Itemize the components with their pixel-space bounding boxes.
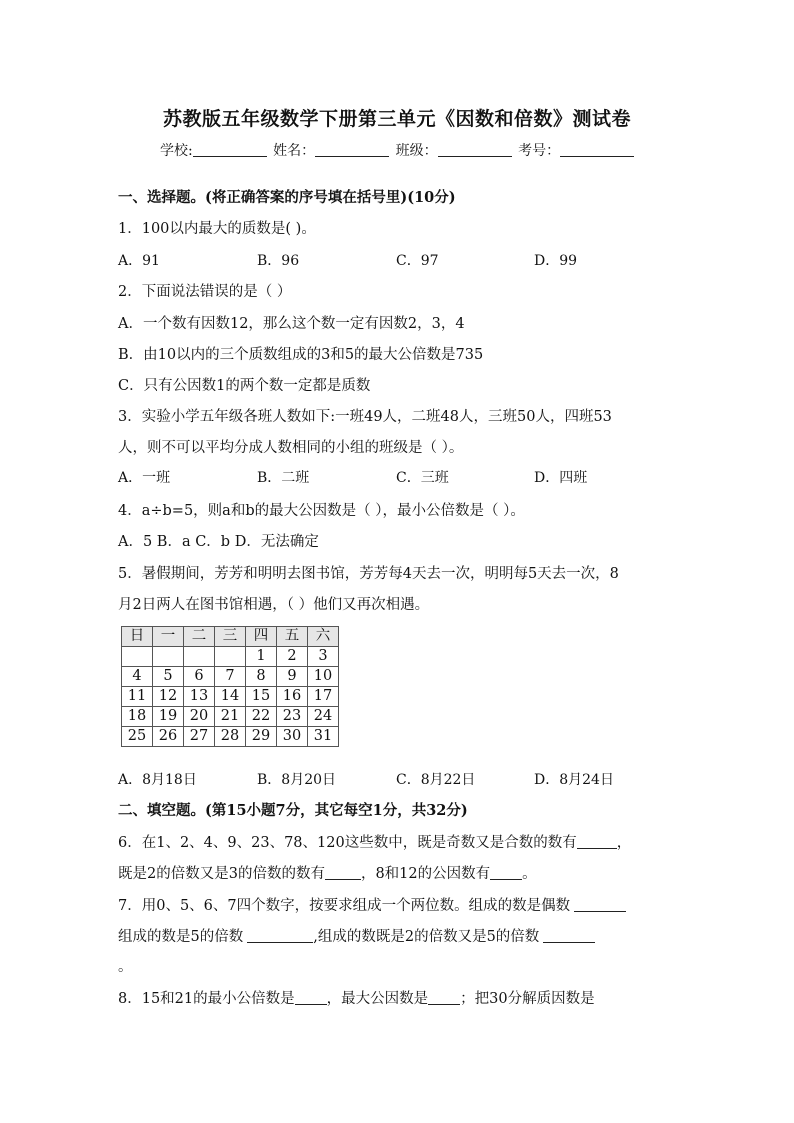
calendar-weekday: 四 [246,627,277,647]
q7-line1 [118,894,626,915]
calendar-day: 2 [277,647,308,667]
calendar-day: 15 [246,687,277,707]
q6-text-3: ，8和12的公因数有 [360,866,491,882]
calendar-day: 3 [308,647,339,667]
q7-blank-2[interactable] [247,928,313,943]
calendar-table [121,626,339,747]
calendar-day: 19 [153,707,184,727]
q1-option-c[interactable]: C．97 [396,253,439,269]
q5-stem-line1: 5．暑假期间，芳芳和明明去图书馆，芳芳每4天去一次，明明每5天去一次，8 [118,566,619,582]
q5-option-d[interactable]: D．8月24日 [534,772,614,788]
calendar-day: 25 [122,727,153,747]
calendar-day: 26 [153,727,184,747]
q8-blank-2[interactable] [428,990,460,1005]
calendar-weekday: 三 [215,627,246,647]
q3-option-c[interactable]: C．三班 [396,470,449,486]
calendar-header-row [122,627,339,647]
calendar-weekday: 一 [153,627,184,647]
name-blank[interactable] [315,142,389,157]
q3-stem-line2: 人，则不可以平均分成人数相同的小组的班级是（ ）。 [118,440,464,456]
q3-option-d[interactable]: D．四班 [534,470,588,486]
q2-stem: 2．下面说法错误的是（ ） [118,284,292,300]
calendar-week-row [122,727,339,747]
calendar-day: 10 [308,667,339,687]
q6-blank-1[interactable] [577,834,617,849]
q8-line1 [118,987,595,1008]
q8-text-1: 8．15和21的最小公倍数是 [118,991,295,1007]
q7-blank-3[interactable] [543,928,595,943]
calendar-day: 9 [277,667,308,687]
calendar-day: 6 [184,667,215,687]
calendar-day: 20 [184,707,215,727]
calendar-week-row [122,687,339,707]
q4-options[interactable]: A．5 B．a C．b D．无法确定 [118,534,319,550]
q2-option-a[interactable]: A．一个数有因数12，那么这个数一定有因数2，3，4 [118,316,465,332]
page-title: 苏教版五年级数学下册第三单元《因数和倍数》测试卷 [162,108,631,130]
q5-option-c[interactable]: C．8月22日 [396,772,476,788]
calendar-day: 4 [122,667,153,687]
q8-text-3: ；把30分解质因数是 [460,991,595,1007]
exam-no-blank[interactable] [560,142,634,157]
q5-option-a[interactable]: A．8月18日 [118,772,197,788]
q6-text-1: 6．在1、2、4、9、23、78、120这些数中，既是奇数又是合数的数有 [118,835,577,851]
calendar-day: 16 [277,687,308,707]
calendar-day: 30 [277,727,308,747]
calendar-day: 28 [215,727,246,747]
q6-blank-2[interactable] [325,865,361,880]
calendar-day: 8 [246,667,277,687]
q6-comma: ， [616,835,632,851]
q1-option-b[interactable]: B．96 [257,253,300,269]
calendar-day: 14 [215,687,246,707]
school-label: 学校: [160,143,193,159]
calendar-day: 22 [246,707,277,727]
q5-option-b[interactable]: B．8月20日 [257,772,337,788]
name-label: 姓名： [273,143,316,159]
student-info-line [160,140,636,160]
q7-text-1: 7．用0、5、6、7四个数字，按要求组成一个两位数。组成的数是偶数 [118,898,571,914]
q1-stem: 1．100以内最大的质数是( )。 [118,221,316,237]
q6-text-2: 既是2的倍数又是3的倍数的数有 [118,866,325,882]
class-label: 班级： [395,143,438,159]
calendar-week-row [122,707,339,727]
q6-blank-3[interactable] [490,865,522,880]
q7-text-3: ,组成的数既是2的倍数又是5的倍数 [313,929,540,945]
calendar-day: 21 [215,707,246,727]
q3-option-a[interactable]: A．一班 [118,470,171,486]
section1-heading: 一、选择题。(将正确答案的序号填在括号里)(10分) [118,189,456,206]
calendar-day [184,647,215,667]
section2-heading: 二、填空题。(第15小题7分，其它每空1分，共32分) [118,802,468,819]
calendar-weekday: 六 [308,627,339,647]
calendar-day: 24 [308,707,339,727]
calendar-weekday: 二 [184,627,215,647]
calendar-day: 18 [122,707,153,727]
q1-option-d[interactable]: D．99 [534,253,578,269]
calendar-day [215,647,246,667]
calendar-day [153,647,184,667]
q8-text-2: ，最大公因数是 [326,991,429,1007]
q6-line2 [118,862,537,883]
calendar-weekday: 五 [277,627,308,647]
q1-option-a[interactable]: A．91 [118,253,160,269]
q4-stem: 4．a÷b=5，则a和b的最大公因数是（ ），最小公倍数是（ ）。 [118,503,525,519]
calendar-day: 12 [153,687,184,707]
class-blank[interactable] [438,142,512,157]
calendar-day: 7 [215,667,246,687]
calendar-weekday: 日 [122,627,153,647]
calendar-week-row [122,667,339,687]
calendar-day: 23 [277,707,308,727]
school-blank[interactable] [193,142,267,157]
calendar-week-row [122,647,339,667]
calendar-day [122,647,153,667]
calendar-day: 17 [308,687,339,707]
calendar-day: 1 [246,647,277,667]
q3-option-b[interactable]: B．二班 [257,470,310,486]
calendar-day: 29 [246,727,277,747]
exam-no-label: 考号： [518,143,561,159]
calendar-day: 5 [153,667,184,687]
q2-option-c[interactable]: C．只有公因数1的两个数一定都是质数 [118,378,371,394]
calendar-day: 27 [184,727,215,747]
q8-blank-1[interactable] [295,990,327,1005]
q7-line2 [118,925,595,946]
calendar-day: 11 [122,687,153,707]
q6-line1 [118,831,631,852]
q5-stem-line2: 月2日两人在图书馆相遇，（ ）他们又再次相遇。 [118,597,430,613]
calendar-day: 31 [308,727,339,747]
q6-end: 。 [522,866,537,882]
q7-text-2: 组成的数是5的倍数 [118,929,244,945]
q2-option-b[interactable]: B．由10以内的三个质数组成的3和5的最大公倍数是735 [118,347,484,363]
calendar-day: 13 [184,687,215,707]
q3-stem-line1: 3．实验小学五年级各班人数如下:一班49人，二班48人，三班50人，四班53 [118,409,612,425]
q7-blank-1[interactable] [574,897,626,912]
q7-line3: 。 [118,959,133,975]
